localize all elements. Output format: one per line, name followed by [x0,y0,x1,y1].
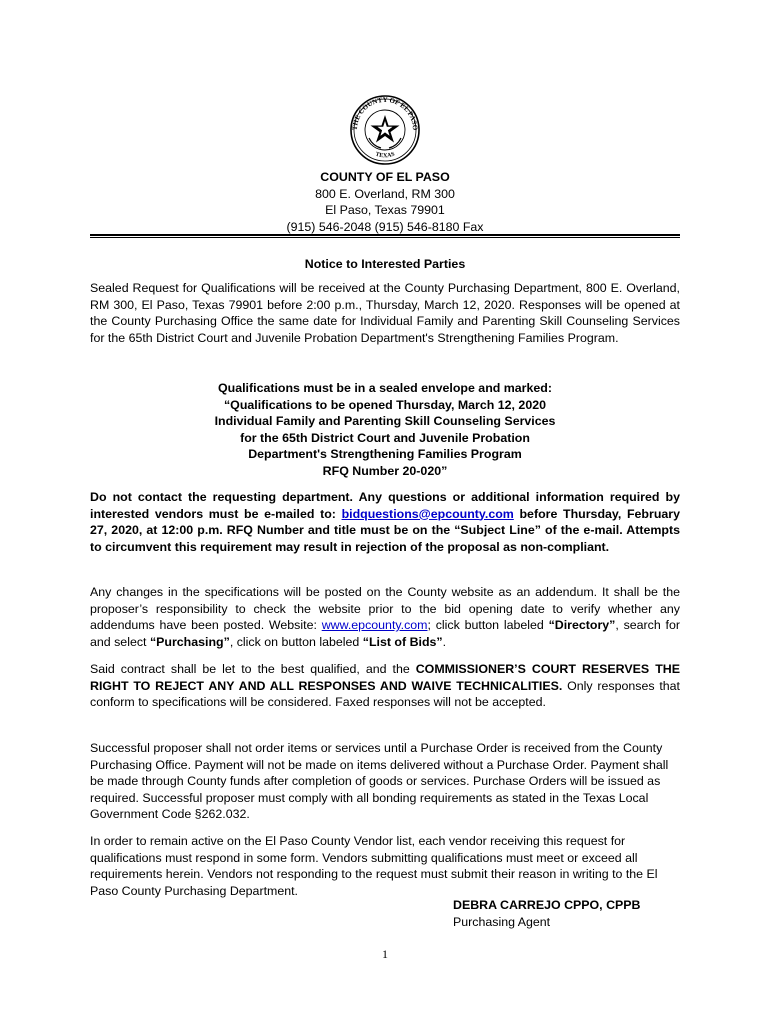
award-text-before: Said contract shall be let to the best qualified, and the [90,662,416,676]
qual-line: Department's Strengthening Families Program [248,447,522,461]
addendum-text-mid1: ; click button labeled [427,618,549,632]
contact-text-after: before Thursday, February 27, 2020, at 12:00 p.m. RFQ Number and title must be on the “Subject Line” of the e-mail. Attempts to circumvent this requirement may result in rejection of the proposal as non-compliant. [90,506,681,554]
qual-line: “Qualifications to be opened Thursday, March 12, 2020 [223,397,546,412]
purchasing-label: “Purchasing” [149,634,230,649]
award-text-after: Only responses that conform to specifications will be considered. Faxed responses will not be accepted. [90,678,680,709]
svg-text:TEXAS [374,151,396,159]
qual-line: Individual Family and Parenting Skill Counseling Services [214,414,556,428]
signatory-name: DEBRA CARREJO CPPO, CPPB [453,898,641,912]
envelope-marking-block [90,380,680,479]
signature-block [453,897,641,930]
qual-line: RFQ Number 20-020” [322,463,448,478]
addendum-text-mid3: , click on button labeled [229,634,363,649]
address-line-2: El Paso, Texas 79901 [325,203,445,217]
paragraph-vendor-list: In order to remain active on the El Paso County Vendor list, each vendor receiving this request for qualifications must respond in some form. Vendors submitting qualifications must meet or exceed all requirements herein. Vendors not responding to the request must submit their reason in writing to the El Paso County Purchasing Department. [90,834,658,898]
paragraph-sealed-request: Sealed Request for Qualifications will be received at the County Purchasing Department, 800 E. Overland, RM 300, El Paso, Texas 79901 before 2:00 p.m., Thursday, March 12, 2020. Responses will be opened at the County Purchasing Office the same date for Individual Family and Parenting Skill Counseling Services for the 65th District Court and Juvenile Probation Department's Strengthening Families Program. [90,281,680,345]
addendum-text-end: . [442,634,447,649]
qual-line: for the 65th District Court and Juvenile Probation [240,430,530,445]
letterhead [90,169,680,235]
addendum-text-mid2: , search for and select [90,618,680,649]
county-name: COUNTY OF EL PASO [320,170,450,184]
paragraph-addendum [90,584,680,650]
signatory-title: Purchasing Agent [453,914,551,929]
reservation-clause: COMMISSIONER’S COURT RESERVES THE RIGHT TO REJECT ANY AND ALL RESPONSES AND WAIVE TECHNICALITIES. [90,662,680,693]
directory-label: “Directory” [548,618,616,632]
contact-text-before: Do not contact the requesting department. Any questions or additional information required by interested vendors must be e-mailed to: [90,490,680,521]
notice-title: Notice to Interested Parties [304,257,466,271]
list-of-bids-label: “List of Bids” [362,634,443,649]
addendum-text-before: Any changes in the specifications will be posted on the County website as an addendum. It shall be the proposer’s responsibility to check the website prior to the bid opening date to verify whether any addendums have been posted. Website: [90,585,680,632]
county-seal-logo [339,94,431,166]
address-line-1: 800 E. Overland, RM 300 [315,186,455,201]
page-number: 1 [382,947,388,961]
header-divider [90,234,680,238]
paragraph-purchase-order: Successful proposer shall not order items or services until a Purchase Order is received from the County Purchasing Office. Payment will not be made on items delivered without a Purchase Order. Payment shall be made through County funds after completion of goods or services. Purchase Orders will be issued as required. Successful proposer must comply with all bonding requirements as stated in the Texas Local Government Code §262.032. [90,741,669,821]
qual-line: Qualifications must be in a sealed envelope and marked: [218,381,552,395]
seal-top-text: THE COUNTY OF EL PASO [350,95,420,131]
paragraph-contract-award [90,661,680,711]
bidquestions-email-link[interactable]: bidquestions@epcounty.com [341,506,514,521]
epcounty-website-link[interactable]: www.epcounty.com [321,618,428,632]
seal-bottom-text: TEXAS [374,151,396,160]
paragraph-contact-rules [90,489,680,555]
phone-fax: (915) 546-2048 (915) 546-8180 Fax [286,219,484,234]
